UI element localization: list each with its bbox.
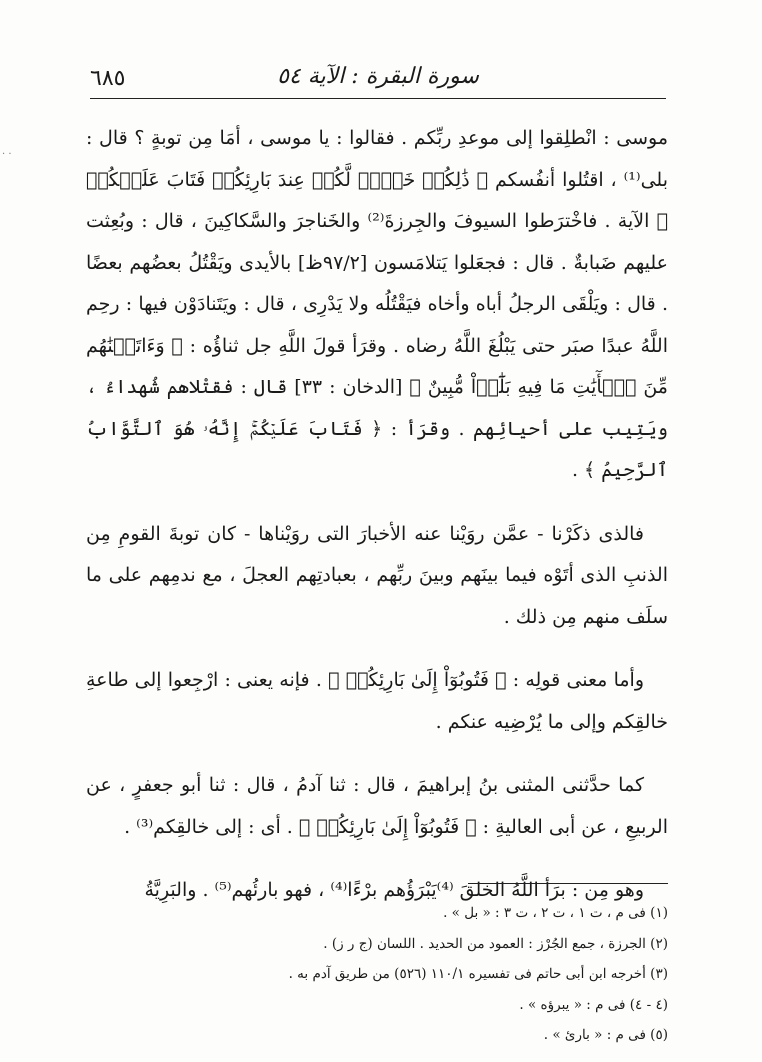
footnote: (٤ - ٤) فى م : « يبرؤه » . xyxy=(519,996,668,1013)
footnote: (٣) أخرجه ابن أبى حاتم فى تفسيره ١١٠/١ (٥٢٦) من طريق آدم به . xyxy=(288,966,668,982)
paragraph: كما حدَّثنى المثنى بنُ إبراهيمَ ، قال : ثنا آدمُ ، قال : ثنا أبو جعفرٍ ، عن الربيعِ ، عن أبى العاليةِ : ﴿ فَتُوبُوٓاْ إِلَىٰ بَارِئِكُمۡ ﴾ . أى : إلى خالقِكم⁽³⁾ . xyxy=(86,774,668,838)
main-text xyxy=(86,118,668,912)
paragraph: موسى : انْطلِقوا إلى موعدِ ربِّكم . فقالوا : يا موسى ، أمَا مِن توبةٍ ؟ قال : بلى⁽¹⁾ ، اقتُلوا أنفُسكم ﴿ ذَٰلِكُمۡ خَيۡرٞ لَّكُمۡ عِندَ بَارِئِكُمۡ فَتَابَ عَلَيۡكُمۡ ﴾ الآية . فاخْترَطوا السيوفَ والجِرزةَ⁽²⁾ والخَناجرَ والسَّكاكِينَ ، قال : وبُعِثت عليهم ضَبابةٌ . قال : فجعَلوا يَتلامَسون [٩٧/٢ظ] بالأيدى ويَقْتُلُ بعضُهم بعضًا . قال : ويَلْقَى الرجلُ أباه وأخاه فيَقْتُلُه ولا يَدْرِى ، قال : ويَتَنادَوْن فيها : رحِم اللَّهُ عبدًا صبَر حتى يَبْلُغَ اللَّهُ رضاه . وقرَأ قولَ اللَّهِ جل ثناؤُه : ﴿ وَءَاتَيۡنَٰهُم مِّنَ ٱلۡأٓيَٰتِ مَا فِيهِ بَلَٰٓؤٞاْ مُّبِينٌ ﴾ [الدخان : ٣٣] قال : فقتْلاهم شُهداءُ ، ويَتِيب على أحيائِهم . وقرَأ : ﴿ فَتَابَ عَلَيۡكُمۡۚ إِنَّهُۥ هُوَ ٱلتَّوَّابُ ٱلرَّحِيمُ ﴾ . xyxy=(86,127,669,481)
footnotes xyxy=(86,898,668,1051)
page-number: ٦٨٥ xyxy=(90,66,126,91)
footnote: (٥) فى م : « بارئ » . xyxy=(543,1027,668,1043)
paragraph: فالذى ذكَرْنا - عمَّن روَيْنا عنه الأخبارَ التى روَيْناها - كان توبةَ القومِ مِن الذنبِ الذى أتَوْه فيما بينَهم وبينَ ربِّهم ، بعبادتِهم العجلَ ، مع ندمِهم على ما سلَف منهم مِن ذلك . xyxy=(86,522,668,628)
footnote-divider xyxy=(468,883,668,884)
paragraph: وأما معنى قولِه : ﴿ فَتُوبُوٓاْ إِلَىٰ بَارِئِكُمۡ ﴾ . فإنه يعنى : ارْجِعوا إلى طاعةِ خالقِكم وإلى ما يُرْضِيه عنكم . xyxy=(86,669,668,733)
paragraph: وهو مِن : برَأ اللَّهُ الخلقَ ⁽⁴⁾يَبْرَؤُهم برْءًا⁽⁴⁾ ، فهو بارئُهم⁽⁵⁾ . والبَرِيَّةُ xyxy=(144,879,644,901)
footnote: (١) فى م ، ت ١ ، ت ٢ ، ت ٣ : « بل » . xyxy=(443,905,668,921)
page-header xyxy=(90,58,666,99)
margin-mark: . . xyxy=(2,146,12,157)
footnote: (٢) الجرزة ، جمع الجُرْز : العمود من الحديد . اللسان (ج ر ز) . xyxy=(323,935,668,952)
running-title: سورة البقرة : الآية ٥٤ xyxy=(277,64,479,89)
